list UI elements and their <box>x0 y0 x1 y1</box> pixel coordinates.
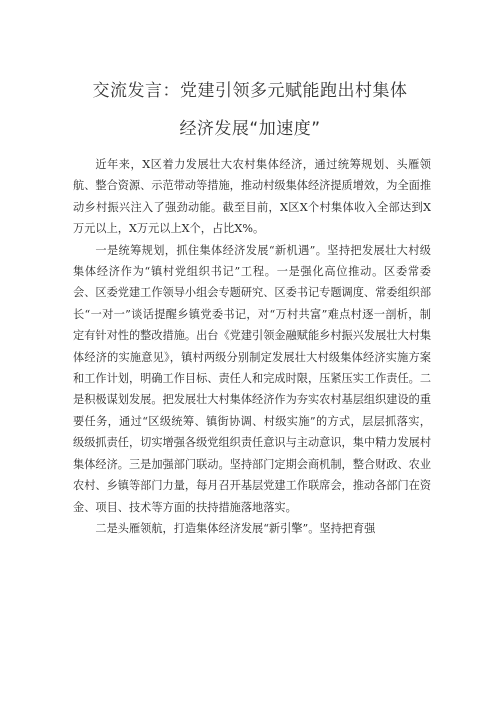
paragraph-point-1: 一是统筹规划，抓住集体经济发展“新机遇”。坚持把发展壮大村级集体经济作为“镇村党组织书记”工程。一是强化高位推动。区委常委会、区委党建工作领导小组会专题研究、区委书记专题调度、常委组织部长“一对一”谈话提醒乡镇党委书记，对“万村共富”难点村逐一剖析，制定有针对性的整改措施。出台《党建引领金融赋能乡村振兴发展壮大村集体经济的实施意见》，镇村两级分别制定发展壮大村级集体经济实施方案和工作计划，明确工作目标、责任人和完成时限，压紧压实工作责任。二是积极谋划发展。把发展壮大村集体经济作为夯实农村基层组织建设的重要任务，通过“区级统筹、镇街协调、村级实施”的方式，层层抓落实，级级抓责任，切实增强各级党组织责任意识与主动意识，集中精力发展村集体经济。三是加强部门联动。坚持部门定期会商机制，整合财政、农业农村、乡镇等部门力量，每月召开基层党建工作联席会，推动各部门在资金、项目、技术等方面的扶持措施落地落实。 <box>73 243 432 514</box>
paragraph-intro: 近年来，X区着力发展壮大农村集体经济，通过统筹规划、头雁领航、整合资源、示范带动等措施，推动村级集体经济提质增效，为全面推动乡村振兴注入了强劲动能。截至目前，X区X个村集体收入全部达到X万元以上，X万元以上X个，占比X%。 <box>73 158 432 236</box>
document-title-line-2: 经济发展“加速度” <box>179 119 321 139</box>
document-body <box>73 154 431 539</box>
document-title-line-1: 交流发言：党建引领多元赋能跑出村集体 <box>92 81 408 101</box>
paragraph-point-2: 二是头雁领航，打造集体经济发展“新引擎”。坚持把育强 <box>95 521 376 535</box>
